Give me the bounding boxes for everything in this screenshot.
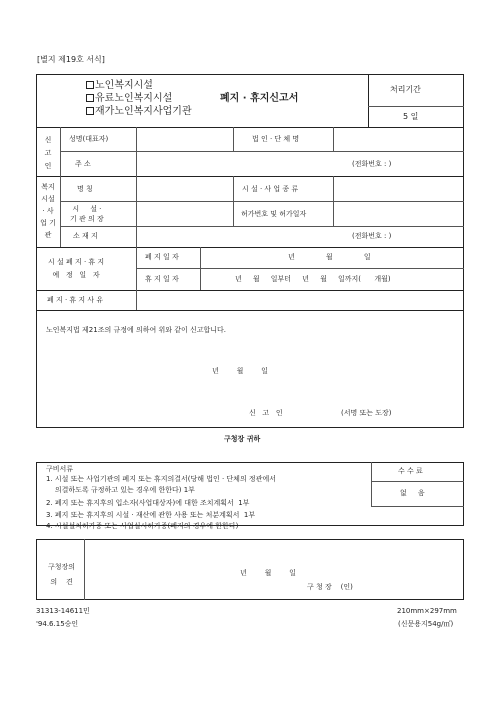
district-head-signature[interactable]: 구 청 장 (인) [307, 583, 353, 591]
facility-type-label: 시 설 · 사 업 종 류 [242, 185, 299, 193]
applicant-org-field[interactable] [334, 129, 463, 150]
form-code: 31313-14611민 [36, 607, 90, 615]
applicant-phone-label: (전화번호 : ) [352, 160, 392, 168]
declaration-date[interactable]: 년 월 일 [212, 367, 268, 375]
document-item: 의결하도록 규정하고 있는 경우에 한한다) 1부 [46, 486, 195, 494]
title-option-1[interactable] [86, 81, 153, 91]
facility-location-label: 소 재 지 [73, 232, 98, 240]
title-option-label: 유료노인복지시설 [95, 93, 173, 104]
applicant-group-label: 신 고 인 [44, 136, 52, 170]
checkbox-icon[interactable] [86, 81, 94, 89]
applicant-name-field[interactable] [137, 129, 232, 150]
opinion-date[interactable]: 년 월 일 [240, 569, 296, 577]
suspension-date-value[interactable]: 년 월 일부터 년 월 일까지( 개월) [235, 275, 391, 283]
paper-type: (신문용지54g/㎡) [398, 620, 454, 628]
document-item: 2. 폐지 또는 휴지후의 입소자(사업대상자)에 대한 조치계획서 1부 [46, 499, 250, 507]
fee-value: 없 음 [400, 489, 425, 497]
paper-size: 210mm×297mm [397, 607, 457, 615]
reason-field[interactable] [137, 292, 463, 309]
opinion-label: 구청장의 의 견 [48, 563, 76, 586]
facility-group-label: 복지 시설 · 사업 기관 [40, 183, 56, 239]
permit-number-label: 허가번호 및 허가일자 [241, 210, 307, 218]
applicant-org-label: 법 인 · 단 체 명 [252, 135, 300, 143]
declaration-statement: 노인복지법 제21조의 규정에 의하여 위와 같이 신고합니다. [46, 326, 227, 334]
title-option-label: 재가노인복지사업기관 [95, 106, 192, 117]
facility-phone-label: (전화번호 : ) [352, 232, 392, 240]
checkbox-icon[interactable] [86, 107, 94, 115]
schedule-group-label: 시 설 폐 지 · 휴 지 예 정 일 자 [48, 258, 105, 279]
facility-head-label: 시 설 · 기 관 의 장 [70, 205, 104, 223]
reason-label: 폐 지 · 휴 지 사 유 [47, 296, 104, 304]
closure-date-value[interactable]: 년 월 일 [288, 253, 371, 261]
title-option-label: 노인복지시설 [95, 80, 153, 91]
title-option-3[interactable] [86, 107, 192, 117]
form-title: 폐지 · 휴지신고서 [220, 93, 299, 104]
reporter-label: 신 고 인 [249, 409, 283, 417]
document-item: 1. 시설 또는 사업기관의 폐지 또는 휴지의결서(당해 법인 · 단체의 정관에서 [46, 475, 276, 483]
title-option-2[interactable] [86, 94, 172, 104]
facility-type-field[interactable] [334, 178, 463, 199]
applicant-name-label: 성명(대표자) [69, 135, 109, 143]
signature-label[interactable]: (서명 또는 도장) [341, 409, 392, 417]
facility-name-field[interactable] [137, 178, 232, 199]
closure-date-label: 폐 지 일 자 [145, 253, 179, 261]
approval-date: '94.6.15승인 [36, 620, 79, 628]
applicant-address-field[interactable] [137, 153, 347, 174]
checkbox-icon[interactable] [86, 94, 94, 102]
document-item: 3. 폐지 또는 휴지후의 시설 · 재산에 관한 사용 또는 처분계획서 1부 [46, 511, 256, 519]
suspension-date-label: 휴 지 일 자 [145, 275, 179, 283]
form-number-label: [별지 제19호 서식] [37, 55, 105, 64]
facility-name-label: 명 칭 [77, 185, 93, 193]
addressee: 구청장 귀하 [224, 435, 261, 443]
fee-label: 수 수 료 [398, 467, 423, 475]
document-item: 4. 시설설치허가증 또는 사업실시허가증(폐지의 경우에 한한다) [46, 522, 239, 530]
facility-location-field[interactable] [137, 228, 347, 246]
processing-period-label: 처리기간 [390, 85, 421, 94]
applicant-address-label: 주 소 [75, 160, 91, 168]
facility-head-field[interactable] [137, 203, 232, 224]
processing-period-value: 5 일 [403, 112, 419, 121]
permit-number-field[interactable] [334, 203, 463, 224]
documents-title: 구비서류 [46, 465, 74, 473]
